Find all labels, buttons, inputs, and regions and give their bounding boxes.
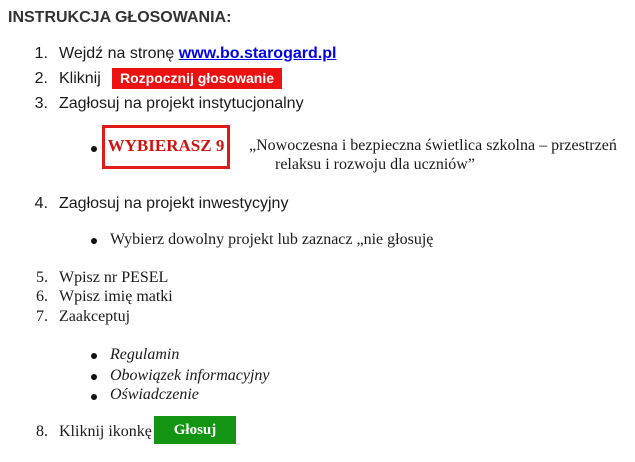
accept-item-declaration: Oświadczenie [110,386,199,403]
project-name-line-2: relaksu i rozwoju dla uczniów” [275,156,475,173]
step-2-label: Kliknij [59,70,101,87]
bullet-icon [91,374,97,380]
choice-box: WYBIERASZ 9 [102,125,230,169]
step-number: 5. [36,269,48,286]
website-link[interactable]: www.bo.starogard.pl [178,45,337,62]
step-5-label: Wpisz nr PESEL [59,269,169,286]
start-voting-button[interactable]: Rozpocznij głosowanie [112,68,282,89]
step-number: 2. [34,70,48,87]
step-number: 8. [36,423,48,440]
bullet-icon [91,353,97,359]
step-3-label: Zagłosuj na projekt instytucjonalny [59,95,304,112]
project-name-line-1: „Nowoczesna i bezpieczna świetlica szkolna – przestrzeń [249,137,617,154]
step-7-label: Zaakceptuj [59,308,131,325]
step-number: 3. [34,95,48,112]
accept-item-information: Obowiązek informacyjny [110,367,270,384]
step-number: 1. [34,45,48,62]
vote-button[interactable]: Głosuj [154,416,236,444]
step-number: 4. [34,195,48,212]
bullet-icon [91,238,97,244]
step-1-text [59,45,336,63]
bullet-icon [91,394,97,400]
bullet-icon [91,146,97,152]
document-title: INSTRUKCJA GŁOSOWANIA: [8,9,232,26]
step-4-label: Zagłosuj na projekt inwestycyjny [59,195,289,212]
accept-item-regulamin: Regulamin [110,346,180,363]
step-number: 6. [36,288,48,305]
step-6-label: Wpisz imię matki [59,288,173,305]
step-number: 7. [36,308,48,325]
step-1-label: Wejdź na stronę [59,45,179,62]
investment-instruction: Wybierz dowolny projekt lub zaznacz „nie głosuję [110,231,434,248]
step-8-label: Kliknij ikonkę [59,423,152,440]
